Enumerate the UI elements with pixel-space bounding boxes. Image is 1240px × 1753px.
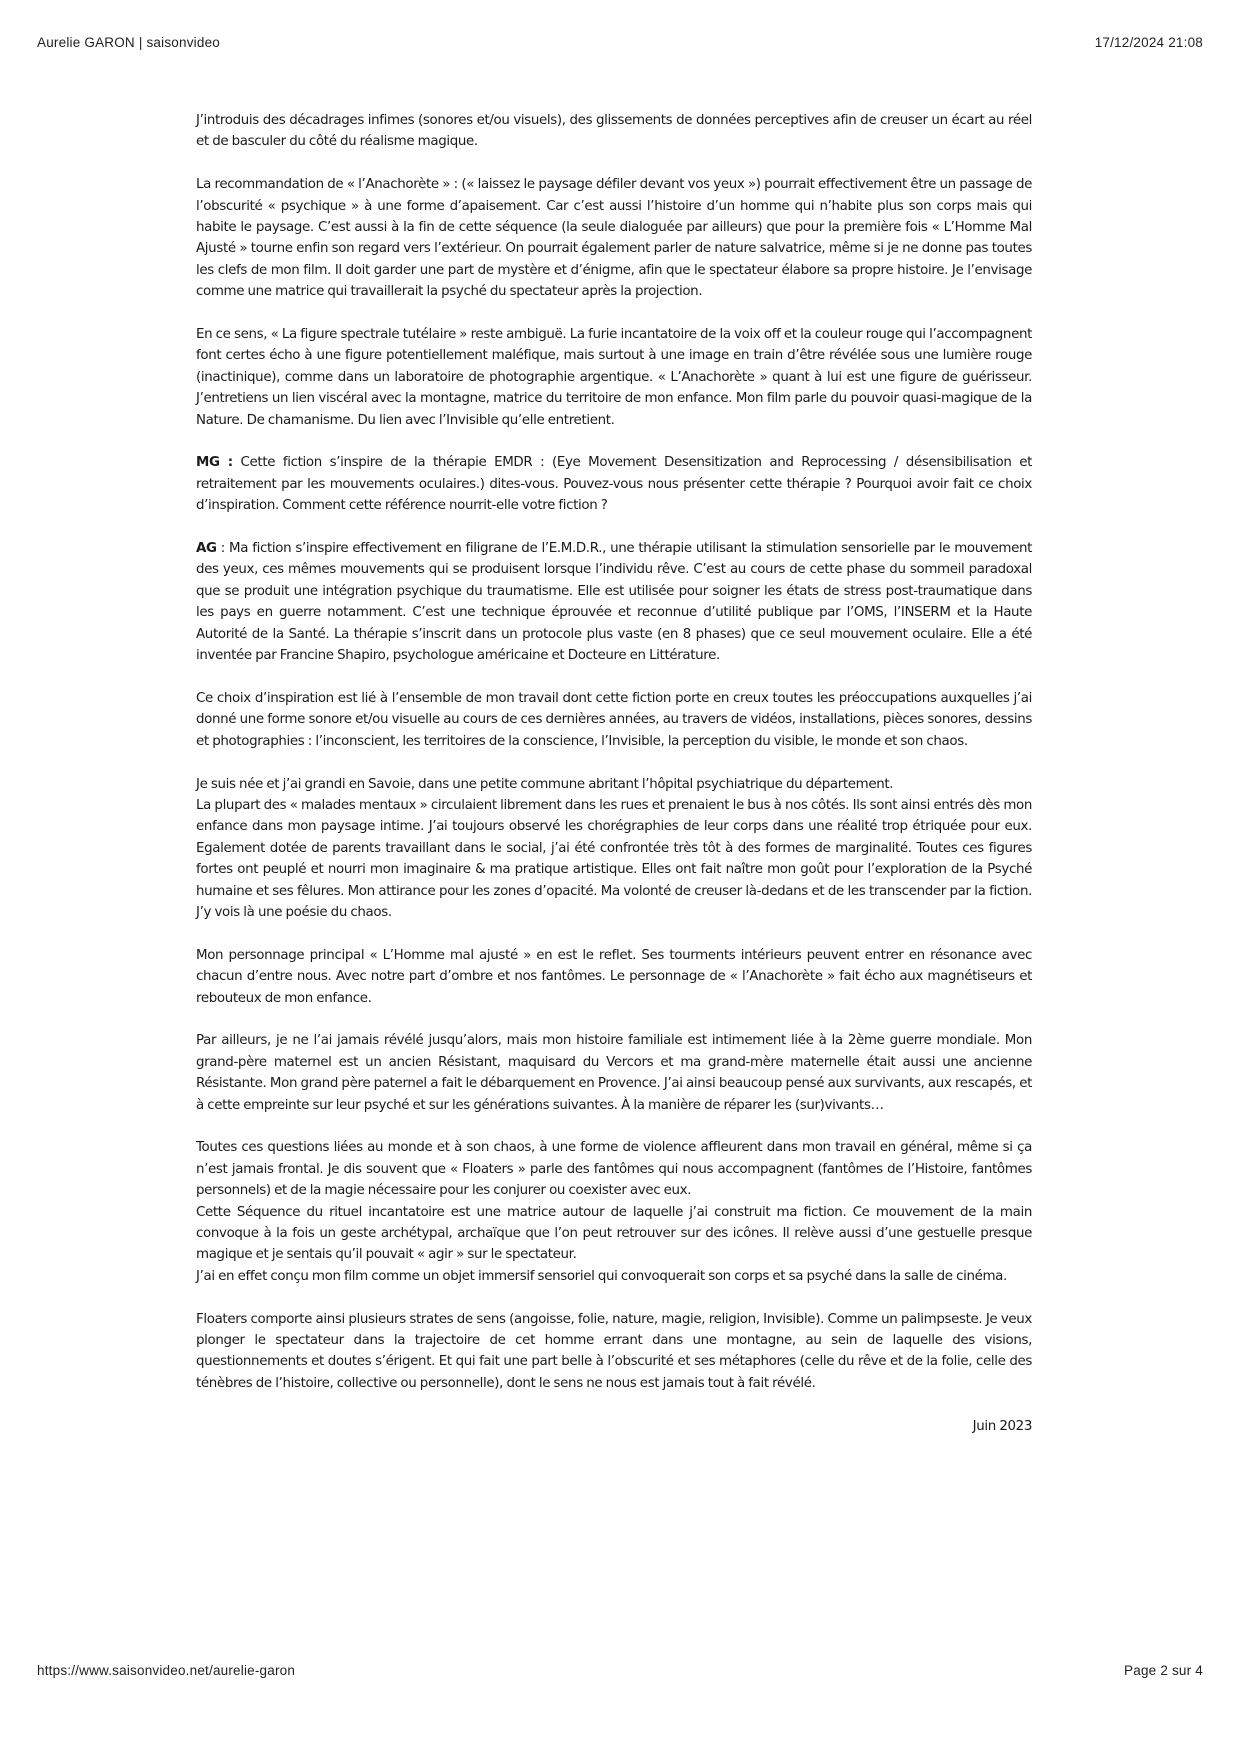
paragraph-choix-inspiration: Ce choix d’inspiration est lié à l’ensemble de mon travail dont cette fiction porte en creux toutes les préoccupations auxquelles j’ai donné une forme sonore et/ou visuelle au cours de ces dernières années, au travers de vidéos, installations, pièces sonores, dessins et photographies : l’inconscient, les territoires de la conscience, l’Invisible, la perception du visible, le monde et son chaos. (196, 690, 1032, 749)
interview-question (196, 452, 1032, 516)
paragraph-anachorete: La recommandation de « l’Anachorète » : (« laissez le paysage défiler devant vos yeux ») pourrait effectivement être un passage de l’obscurité « psychique » à une forme d’apaisement. Car c’est aussi l’histoire d’un homme qui n’habite plus son corps mais qui habite le paysage. C’est aussi à la fin de cette séquence (la seule dialoguée par ailleurs) que pour la première fois « L’Homme Mal Ajusté » tourne enfin son regard vers l’extérieur. On pourrait également parler de nature salvatrice, même si je ne donne pas toutes les clefs de mon film. Il doit garder une part de mystère et d’énigme, afin que le spectateur élabore sa propre histoire. Je l’envisage comme une matrice qui travaillerait la psyché du spectateur après la projection. (196, 177, 1032, 300)
signature-date: Juin 2023 (972, 1418, 1032, 1434)
paragraph-decadrages: J’introduis des décadrages infimes (sonores et/ou visuels), des glissements de données perceptives afin de creuser un écart au réel et de basculer du côté du réalisme magique. (196, 113, 1032, 150)
page-title: Aurelie GARON | saisonvideo (37, 35, 220, 50)
question-text: Cette fiction s’inspire de la thérapie EMDR : (Eye Movement Desensitization and Reprocessing / désensibilisation et retraitement par les mouvements oculaires.) dites-vous. Pouvez-vous nous présenter cette thérapie ? Pourquoi avoir fait ce choix d’inspiration. Comment cette référence nourrit-elle votre fiction ? (196, 455, 1033, 514)
paragraph-rituel-incantatoire: Cette Séquence du rituel incantatoire est une matrice autour de laquelle j’ai construit ma fiction. Ce mouvement de la main convoque à la fois un geste archétypal, archaïque que l’on peut retrouver sur des icônes. Il relève aussi d’une gestuelle presque magique et je sentais qu’il pouvait « agir » sur le spectateur. (196, 1204, 1032, 1263)
answer-text: : Ma fiction s’inspire effectivement en filigrane de l’E.M.D.R., une thérapie utilisant la stimulation sensorielle par le mouvement des yeux, ces mêmes mouvements qui se produisent lorsque l’individu rêve. C’est au cours de cette phase du sommeil paradoxal que se produit une intégration psychique du traumatisme. Elle est utilisée pour soigner les états de stress post-traumatique dans les pays en guerre notamment. C’est une technique éprouvée et reconnue d’utilité publique par l’OMS, l’INSERM et la Haute Autorité de la Santé. La thérapie s’inscrit dans un protocole plus vaste (en 8 phases) que ce seul mouvement oculaire. Elle a été inventée par Francine Shapiro, psychologue américaine et Docteure en Littérature. (196, 541, 1032, 664)
article-body (196, 110, 1032, 1458)
paragraph-savoie-intro: Je suis née et j’ai grandi en Savoie, dans une petite commune abritant l’hôpital psychiatrique du département. (196, 776, 894, 792)
paragraph-figure-spectrale: En ce sens, « La figure spectrale tutélaire » reste ambiguë. La furie incantatoire de la voix off et la couleur rouge qui l’accompagnent font certes écho à une figure potentiellement maléfique, mais surtout à une image en train d’être révélée sous une lumière rouge (inactinique), comme dans un laboratoire de photographie argentique. « L’Anachorète » quant à lui est une figure de guérisseur. J’entretiens un lien viscéral avec la montagne, matrice du territoire de mon enfance. Mon film parle du pouvoir quasi-magique de la Nature. De chamanisme. Du lien avec l’Invisible qu’elle entretient. (196, 327, 1032, 428)
paragraph-personnage-principal: Mon personnage principal « L’Homme mal ajusté » en est le reflet. Ses tourments intérieurs peuvent entrer en résonance avec chacun d’entre nous. Avec notre part d’ombre et nos fantômes. Le personnage de « l’Anachorète » fait écho aux magnétiseurs et rebouteux de mon enfance. (196, 947, 1032, 1006)
speaker-mg: MG : (196, 455, 233, 471)
print-header (37, 35, 1203, 50)
paragraph-objet-immersif: J’ai en effet conçu mon film comme un objet immersif sensoriel qui convoquerait son corps et sa psyché dans la salle de cinéma. (196, 1268, 1007, 1284)
print-footer (37, 1663, 1203, 1678)
paragraph-strates-sens: Floaters comporte ainsi plusieurs strates de sens (angoisse, folie, nature, magie, religion, Invisible). Comme un palimpseste. Je veux plonger le spectateur dans la trajectoire de cet homme errant dans une montagne, au sein de laquelle des visions, questionnements et doutes s’érigent. Et qui fait une part belle à l’obscurité et ses métaphores (celle du rêve et de la folie, celle des ténèbres de l’histoire, collective ou personnelle), dont le sens ne nous est jamais tout à fait révélé. (196, 1311, 1032, 1391)
page-number: Page 2 sur 4 (1124, 1663, 1203, 1678)
paragraph-malades-mentaux: La plupart des « malades mentaux » circulaient librement dans les rues et prenaient le bus à nos côtés. Ils sont ainsi entrés dès mon enfance dans mon paysage intime. J’ai toujours observé les chorégraphies de leur corps dans une réalité trop étriquée pour eux. Egalement dotée de parents travaillant dans le social, j’ai été confrontée très tôt à des formes de marginalité. Toutes ces figures fortes ont peuplé et nourri mon imaginaire & ma pratique artistique. Elles ont fait naître mon goût pour l’exploration de la Psyché humaine et ses fêlures. Mon attirance pour les zones d’opacité. Ma volonté de creuser là-dedans et de les transcender par la fiction. J’y vois là une poésie du chaos. (196, 797, 1032, 920)
interview-answer (196, 538, 1032, 666)
print-datetime: 17/12/2024 21:08 (1094, 35, 1203, 50)
page-url: https://www.saisonvideo.net/aurelie-garon (37, 1663, 296, 1678)
speaker-ag: AG (196, 541, 217, 557)
paragraph-histoire-familiale: Par ailleurs, je ne l’ai jamais révélé jusqu’alors, mais mon histoire familiale est intimement liée à la 2ème guerre mondiale. Mon grand-père maternel est un ancien Résistant, maquisard du Vercors et ma grand-mère maternelle était aussi une ancienne Résistante. Mon grand père paternel a fait le débarquement en Provence. J’ai ainsi beaucoup pensé aux survivants, aux rescapés, et à cette empreinte sur leur psyché et sur les générations suivantes. À la manière de réparer les (sur)vivants… (196, 1033, 1032, 1113)
paragraph-chaos-violence: Toutes ces questions liées au monde et à son chaos, à une forme de violence affleurent dans mon travail en général, même si ça n’est jamais frontal. Je dis souvent que « Floaters » parle des fantômes qui nous accompagnent (fantômes de l’Histoire, fantômes personnels) et de la magie nécessaire pour les conjurer ou coexister avec eux. (196, 1140, 1032, 1199)
